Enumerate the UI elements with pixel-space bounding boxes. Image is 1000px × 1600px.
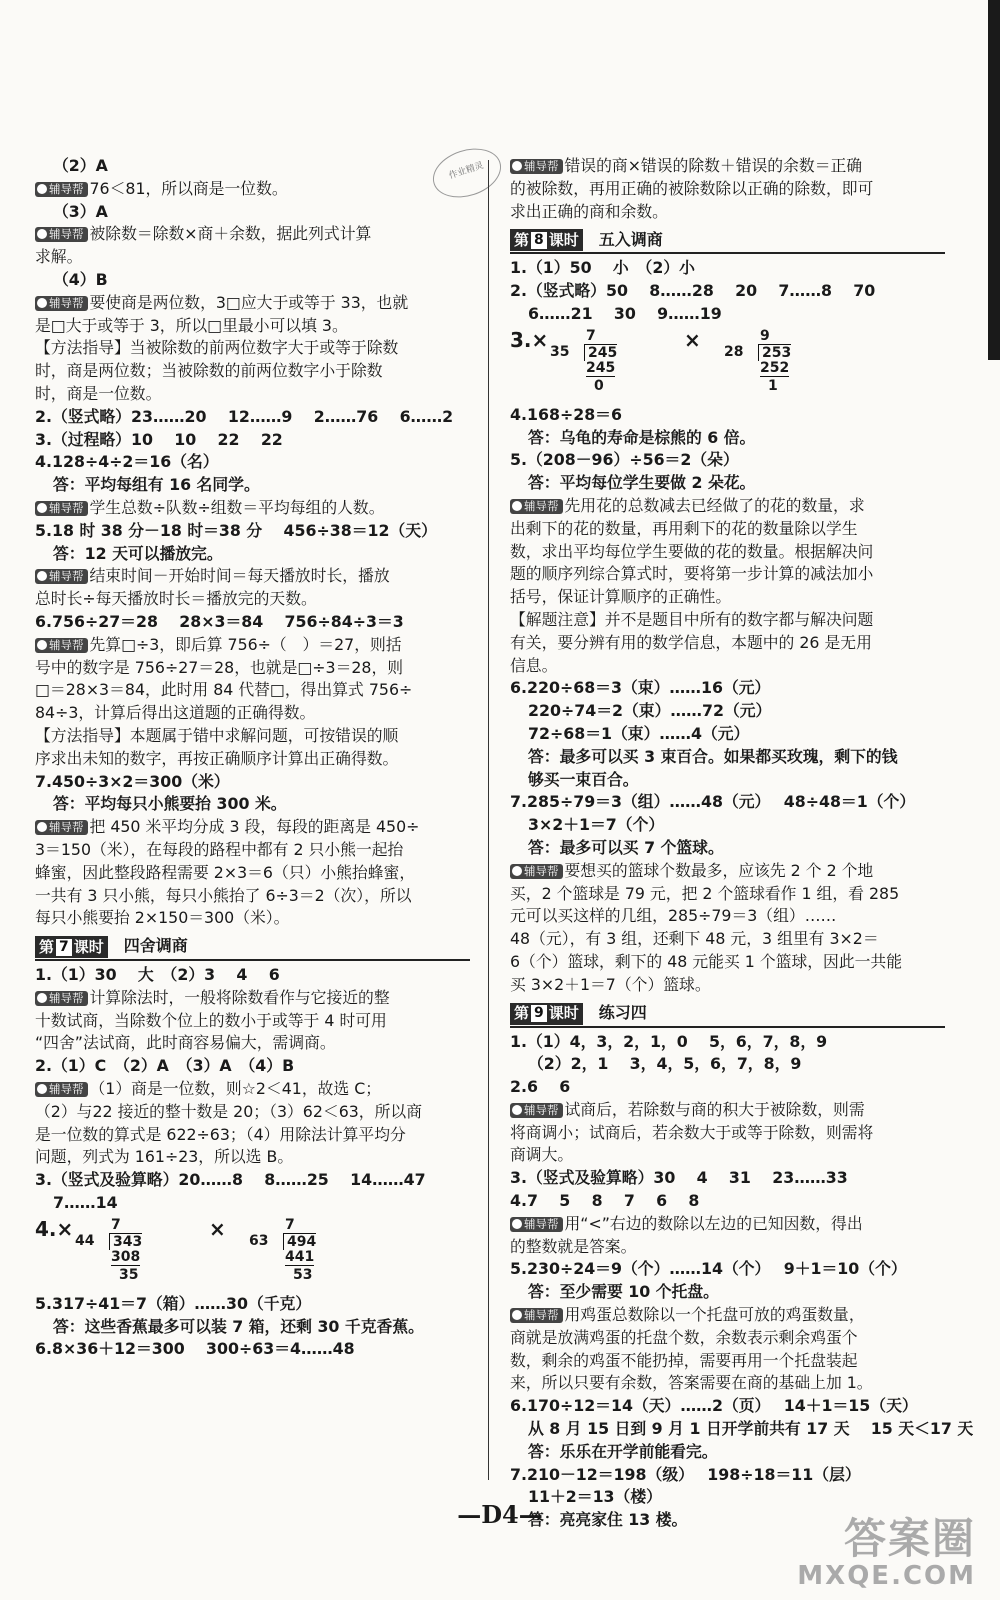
text-line: 求出正确的商和余数。: [510, 201, 668, 221]
answer-line: 7……14: [53, 1193, 118, 1213]
text-line: 数，求出平均每位学生要做的花的数量。根据解决问: [510, 541, 874, 561]
wrong-mark: ×: [684, 327, 701, 352]
person-icon: [512, 1219, 522, 1229]
lesson-header-9: [510, 1001, 945, 1028]
helper-note: 辅导帮 学生总数÷队数÷组数＝平均每组的人数。: [35, 497, 470, 520]
text-line: 时，商是两位数；当被除数的前两位数字小于除数: [35, 361, 383, 381]
person-icon: [37, 571, 47, 581]
helper-tag: 辅导帮: [35, 1082, 88, 1097]
answer-line: 答：亮亮家住 13 楼。: [528, 1510, 688, 1530]
answer-line: 答：平均每只小熊要抬 300 米。: [53, 794, 287, 814]
answer-line: 3.（竖式及验算略）30 4 31 23……33: [510, 1168, 848, 1188]
answer-line: 答：乌龟的寿命是棕熊的 6 倍。: [528, 427, 756, 447]
lesson-tag: 第 8 课时: [510, 229, 583, 251]
wrong-mark: 4.×: [35, 1216, 74, 1241]
person-icon: [512, 1310, 522, 1320]
text-line: 48（元），有 3 组，还剩下 48 元，3 组里有 3×2＝: [510, 929, 879, 949]
text-line: 求解。: [35, 247, 83, 267]
answer-line: 答：平均每组有 16 名同学。: [53, 475, 260, 495]
wrong-mark: ×: [209, 1216, 226, 1241]
person-icon: [37, 184, 47, 194]
answer-line: 5.317÷41＝7（箱）……30（千克）: [35, 1293, 312, 1313]
right-column: [510, 155, 974, 1532]
answer-line: （2）A: [53, 156, 108, 175]
lesson-header-7: [35, 934, 470, 961]
text-line: 出剩下的花的数量，再用剩下的花的数量除以学生: [510, 518, 858, 538]
text-line: 问题，列式为 161÷23，所以选 B。: [35, 1147, 294, 1167]
helper-tag: 辅导帮: [35, 820, 88, 835]
answer-line: 4.128÷4÷2＝16（名）: [35, 452, 219, 472]
helper-note: 辅导帮 （1）商是一位数，则☆2＜41，故选 C；: [35, 1078, 470, 1101]
helper-tag: 辅导帮: [510, 864, 563, 879]
text-line: 6（个）篮球，剩下的 48 元能买 1 个篮球，因此一共能: [510, 951, 903, 971]
answer-line: 3.（过程略）10 10 22 22: [35, 429, 283, 449]
helper-tag: 辅导帮: [510, 1103, 563, 1118]
text-line: 数，剩余的鸡蛋不能扔掉，需要再用一个托盘装起: [510, 1350, 858, 1370]
helper-tag: 辅导帮: [35, 569, 88, 584]
person-icon: [37, 229, 47, 239]
text-line: 的整数就是答案。: [510, 1236, 637, 1256]
helper-tag: 辅导帮: [510, 1308, 563, 1323]
person-icon: [512, 161, 522, 171]
text-line: 买 3×2＋1＝7（个）篮球。: [510, 974, 711, 994]
lesson-header-8: [510, 227, 945, 254]
text-line: 是一位数的算式是 622÷63；（4）用除法计算平均分: [35, 1124, 406, 1144]
person-icon: [512, 866, 522, 876]
text-line: （2）与22 接近的整十数是 20；（3）62＜63，所以商: [35, 1101, 422, 1121]
text-line: 号中的数字是 756÷27＝28，也就是□÷3＝28，则: [35, 657, 404, 677]
text-line: 总时长÷每天播放时长＝播放完的天数。: [35, 589, 317, 609]
helper-tag: 辅导帮: [35, 296, 88, 311]
answer-line: 1.（1）30 大 （2）3 4 6: [35, 965, 280, 985]
helper-note: 辅导帮 被除数＝除数×商＋余数，据此列式计算: [35, 223, 470, 246]
text-line: 商就是放满鸡蛋的托盘个数，余数表示剩余鸡蛋个: [510, 1327, 858, 1347]
text-line: 有关，要分辨有用的数学信息，本题中的 26 是无用: [510, 632, 872, 652]
person-icon: [37, 503, 47, 513]
text-line: 3＝150（米），在每段的路程中都有 2 只小熊一起抬: [35, 839, 404, 859]
helper-tag: 辅导帮: [510, 1217, 563, 1232]
answer-line: 1.（1）4，3，2，1，0 5，6，7，8，9: [510, 1031, 828, 1051]
text-line: 括号，保证计算顺序的正确性。: [510, 587, 732, 607]
text-line: 买，2 个篮球是 79 元，把 2 个篮球看作 1 组，看 285: [510, 883, 900, 903]
answer-line: 3×2＋1＝7（个）: [528, 815, 665, 835]
person-icon: [512, 1105, 522, 1115]
long-division: 7 63 494 441 53: [249, 1216, 317, 1283]
text-line: 是□大于或等于 3，所以□里最小可以填 3。: [35, 315, 348, 335]
helper-tag: 辅导帮: [35, 227, 88, 242]
helper-note: 辅导帮 用“<”右边的数除以左边的已知因数，得出: [510, 1213, 945, 1236]
person-icon: [37, 822, 47, 832]
person-icon: [37, 993, 47, 1003]
text-line: 信息。: [510, 655, 558, 675]
helper-note: 辅导帮 76＜81，所以商是一位数。: [35, 178, 470, 201]
stamp: 作业精灵: [427, 140, 508, 205]
answer-line: 220÷74＝2（束）……72（元）: [528, 701, 772, 721]
long-division-row: [510, 328, 945, 400]
answer-line: 2.（1）C （2）A （3）A （4）B: [35, 1056, 295, 1076]
long-division: 7 44 343 308 35: [75, 1216, 143, 1283]
text-line: “四舍”法试商，此时商容易偏大，需调商。: [35, 1033, 336, 1053]
text-line: 【方法指导】当被除数的前两位数字大于或等于除数: [35, 338, 399, 358]
text-line: 每只小熊要抬 2×150＝300（米）。: [35, 908, 290, 928]
text-line: 【方法指导】本题属于错中求解问题，可按错误的顺: [35, 725, 399, 745]
helper-note: 辅导帮 结束时间－开始时间＝每天播放时长，播放: [35, 565, 470, 588]
answer-line: 4.168÷28＝6: [510, 404, 622, 424]
answer-line: （3）A: [53, 201, 108, 221]
answer-line: 2.（竖式略）23……20 12……9 2……76 6……2: [35, 406, 454, 426]
helper-note: 辅导帮 要想买的篮球个数最多，应该先 2 个 2 个地: [510, 860, 945, 883]
answer-line: 7.210－12＝198（级） 198÷18＝11（层）: [510, 1464, 861, 1484]
watermark-line1: 答案圈: [843, 1514, 976, 1563]
person-icon: [37, 640, 47, 650]
answer-line: 7.285÷79＝3（组）……48（元） 48÷48＝1（个）: [510, 792, 916, 812]
text-line: 来，所以只要有余数，答案需要在商的基础上加 1。: [510, 1373, 873, 1393]
helper-note: 辅导帮 要使商是两位数，3□应大于或等于 33，也就: [35, 292, 470, 315]
text-line: 【解题注意】并不是题目中所有的数字都与解决问题: [510, 609, 874, 629]
answer-line: 从 8 月 15 日到 9 月 1 日开学前共有 17 天 15 天＜17 天: [528, 1419, 974, 1439]
lesson-tag: 第 9 课时: [510, 1003, 583, 1025]
answer-line: 3.（竖式及验算略）20……8 8……25 14……47: [35, 1170, 426, 1190]
answer-line: 5.230÷24＝9（个）……14（个） 9＋1＝10（个）: [510, 1259, 907, 1279]
helper-tag: 辅导帮: [510, 499, 563, 514]
column-divider: [488, 160, 489, 1480]
answer-line: 1.（1）50 小 （2）小: [510, 258, 695, 278]
long-division-row: [35, 1217, 470, 1289]
helper-note: 辅导帮 先用花的总数减去已经做了的花的数量，求: [510, 495, 945, 518]
helper-note: 辅导帮 错误的商×错误的除数＋错误的余数＝正确: [510, 155, 945, 178]
lesson-title: 五入调商: [598, 229, 663, 249]
answer-line: 6……21 30 9……19: [528, 303, 722, 323]
answer-line: 答：12 天可以播放完。: [53, 543, 223, 563]
answer-line: 答：最多可以买 3 束百合。如果都买玫瑰，剩下的钱: [528, 746, 898, 766]
answer-line: （2）2，1 3，4，5，6，7，8，9: [528, 1054, 802, 1074]
answer-line: 11＋2＝13（楼）: [528, 1487, 662, 1507]
text-line: 十数试商，当除数个位上的数小于或等于 4 时可用: [35, 1010, 387, 1030]
page-number: —D4—: [457, 1500, 543, 1529]
watermark-line2: MXQE.COM: [797, 1561, 976, 1591]
text-line: 的被除数，再用正确的被除数除以正确的除数，即可: [510, 178, 874, 198]
helper-note: 辅导帮 用鸡蛋总数除以一个托盘可放的鸡蛋数量，: [510, 1304, 945, 1327]
answer-line: 够买一束百合。: [528, 769, 639, 789]
answer-line: （4）B: [53, 269, 108, 289]
person-icon: [512, 501, 522, 511]
text-line: 蜂蜜，因此整段路程需要 2×3＝6（只）小熊抬蜂蜜，: [35, 862, 416, 882]
person-icon: [37, 298, 47, 308]
helper-tag: 辅导帮: [35, 991, 88, 1006]
text-line: 一共有 3 只小熊，每只小熊抬了 6÷3＝2（次），所以: [35, 885, 412, 905]
text-line: 将商调小；试商后，若余数大于或等于除数，则需将: [510, 1122, 874, 1142]
answer-line: 4.7 5 8 7 6 8: [510, 1191, 700, 1211]
lesson-tag: 第 7 课时: [35, 936, 108, 958]
text-line: 元可以买这样的几组，285÷79＝3（组）……: [510, 906, 837, 926]
answer-line: 6.170÷12＝14（天）……2（页） 14＋1＝15（天）: [510, 1396, 918, 1416]
text-line: 商调大。: [510, 1145, 574, 1165]
answer-line: 7.450÷3×2＝300（米）: [35, 771, 230, 791]
lesson-title: 四舍调商: [123, 936, 188, 956]
helper-tag: 辅导帮: [35, 501, 88, 516]
text-line: □＝28×3＝84，此时用 84 代替□，得出算式 756÷: [35, 680, 413, 700]
answer-line: 答：最多可以买 7 个篮球。: [528, 837, 724, 857]
answer-line: 72÷68＝1（束）……4（元）: [528, 723, 750, 743]
answer-line: 5.18 时 38 分－18 时＝38 分 456÷38＝12（天）: [35, 520, 437, 540]
answer-line: 5.（208－96）÷56＝2（朵）: [510, 450, 739, 470]
long-division: 7 35 245 245 0: [550, 327, 618, 394]
answer-line: 6.220÷68＝3（束）……16（元）: [510, 678, 771, 698]
watermark: [797, 1516, 976, 1590]
helper-note: 辅导帮 把 450 米平均分成 3 段，每段的距离是 450÷: [35, 816, 470, 839]
lesson-title: 练习四: [598, 1002, 647, 1022]
answer-line: 答：至少需要 10 个托盘。: [528, 1282, 719, 1302]
text-line: 时，商是一位数。: [35, 383, 162, 403]
answer-line: 2.6 6: [510, 1077, 571, 1097]
answer-line: 答：这些香蕉最多可以装 7 箱，还剩 30 千克香蕉。: [53, 1316, 424, 1336]
answer-line: 6.756÷27＝28 28×3＝84 756÷84÷3＝3: [35, 611, 404, 631]
text-line: 序求出未知的数字，再按正确顺序计算出正确得数。: [35, 748, 399, 768]
helper-note: 辅导帮 先算□÷3，即后算 756÷（ ）＝27，则括: [35, 634, 470, 657]
long-division: 9 28 253 252 1: [724, 327, 792, 394]
helper-note: 辅导帮 计算除法时，一般将除数看作与它接近的整: [35, 987, 470, 1010]
text-line: 题的顺序列综合算式时，要将第一步计算的减法加小: [510, 564, 874, 584]
answer-line: 6.8×36＋12＝300 300÷63＝4……48: [35, 1339, 355, 1359]
helper-tag: 辅导帮: [35, 638, 88, 653]
left-column: [35, 155, 470, 1361]
answer-line: 答：乐乐在开学前能看完。: [528, 1441, 718, 1461]
answer-line: 答：平均每位学生要做 2 朵花。: [528, 473, 756, 493]
wrong-mark: 3.×: [510, 327, 549, 352]
person-icon: [37, 1084, 47, 1094]
helper-note: 辅导帮 试商后，若除数与商的积大于被除数，则需: [510, 1099, 945, 1122]
edge-bar: [988, 0, 1000, 360]
answer-line: 2.（竖式略）50 8……28 20 7……8 70: [510, 281, 876, 301]
helper-tag: 辅导帮: [510, 159, 563, 174]
helper-tag: 辅导帮: [35, 182, 88, 197]
text-line: 84÷3，计算后得出这道题的正确得数。: [35, 703, 316, 723]
